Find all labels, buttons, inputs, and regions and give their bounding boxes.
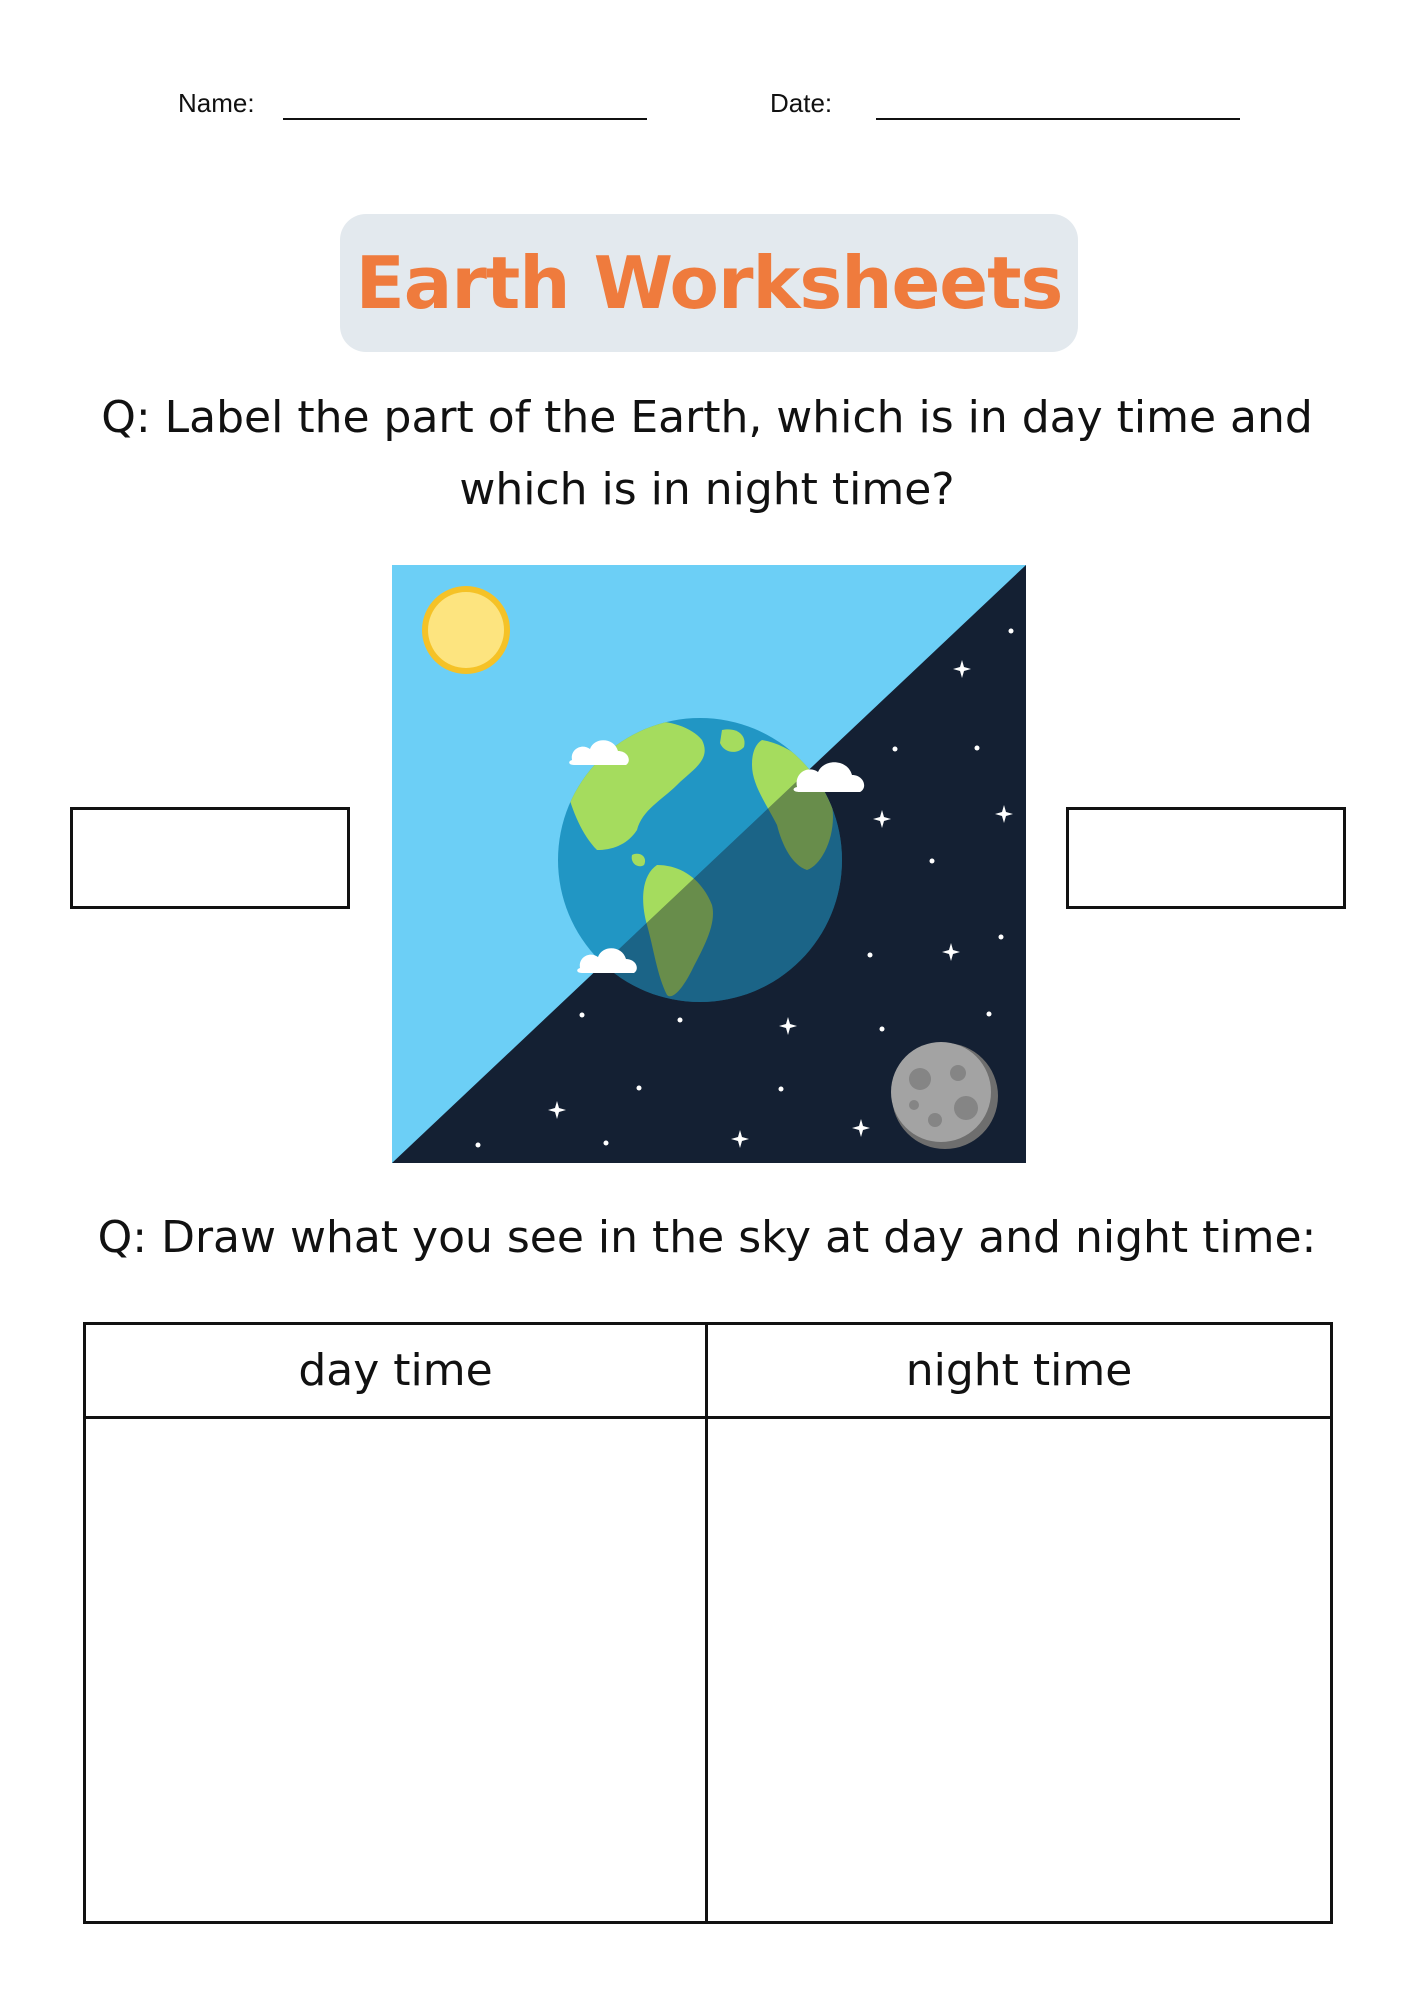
name-input-line[interactable] bbox=[283, 118, 647, 120]
question-2: Q: Draw what you see in the sky at day and night time: bbox=[97, 1212, 1317, 1263]
page-title: Earth Worksheets bbox=[355, 241, 1063, 325]
date-input-line[interactable] bbox=[876, 118, 1240, 120]
night-label-answer-box[interactable] bbox=[1066, 807, 1346, 909]
day-label-answer-box[interactable] bbox=[70, 807, 350, 909]
drawing-table bbox=[83, 1322, 1333, 1924]
day-time-drawing-area[interactable] bbox=[86, 1419, 708, 1921]
question-1-line-1: Q: Label the part of the Earth, which is in day time and bbox=[101, 392, 1313, 443]
name-label: Name: bbox=[178, 88, 255, 118]
date-label: Date: bbox=[770, 88, 833, 118]
question-1-line-2: which is in night time? bbox=[459, 464, 955, 515]
title-banner bbox=[340, 214, 1078, 352]
moon-icon bbox=[891, 1042, 998, 1149]
question-1 bbox=[60, 382, 1354, 526]
earth-day-night-illustration bbox=[392, 565, 1026, 1163]
night-time-header: night time bbox=[708, 1325, 1330, 1419]
night-time-drawing-area[interactable] bbox=[708, 1419, 1330, 1921]
sun-icon bbox=[422, 586, 510, 674]
day-time-header: day time bbox=[86, 1325, 708, 1419]
